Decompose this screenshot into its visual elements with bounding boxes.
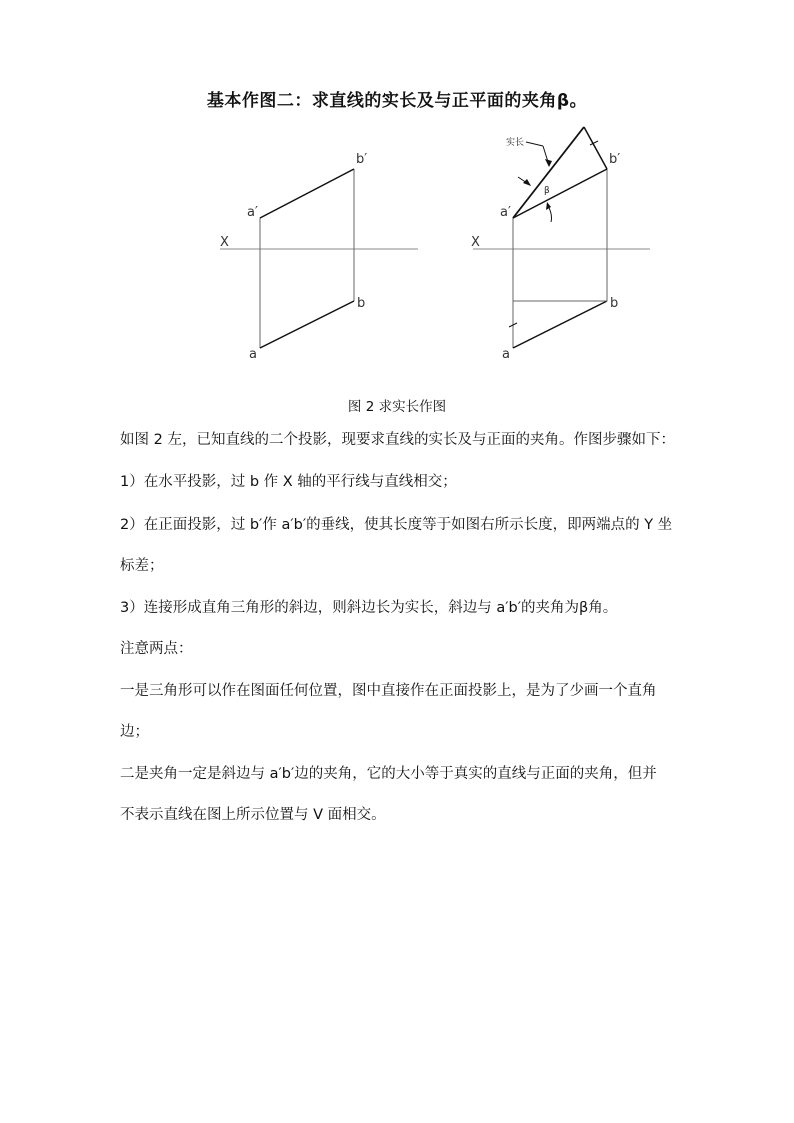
right-b-prime-label: b′ bbox=[609, 152, 621, 167]
left-a-label: a bbox=[249, 347, 257, 362]
true-length-label: 实长 bbox=[506, 138, 525, 148]
right-b-label: b bbox=[610, 296, 619, 311]
right-drawing bbox=[471, 127, 650, 362]
paragraph-note-2: 二是夹角一定是斜边与 a′b′边的夹角，它的大小等于真实的直线与正面的夹角，但并 bbox=[120, 766, 657, 782]
left-top-projection-line bbox=[260, 301, 354, 348]
paragraph-note-2-cont: 不表示直线在图上所示位置与 V 面相交。 bbox=[120, 807, 386, 823]
projection-figure bbox=[200, 118, 660, 388]
right-a-prime-label: a′ bbox=[500, 205, 511, 220]
beta-label: β bbox=[544, 186, 550, 196]
perpendicular-leg bbox=[584, 127, 607, 169]
paragraph-step-2: 2）在正面投影，过 b′作 a′b′的垂线，使其长度等于如图右所示长度，即两端点的 Y 坐 bbox=[120, 517, 673, 533]
true-length-leader bbox=[526, 142, 543, 146]
right-a-label: a bbox=[502, 347, 510, 362]
true-length-arrowhead bbox=[545, 159, 552, 167]
left-x-label: X bbox=[220, 235, 229, 250]
page-title: 基本作图二：求直线的实长及与正平面的夹角β。 bbox=[206, 91, 588, 111]
paragraph-intro: 如图 2 左，已知直线的二个投影，现要求直线的实长及与正面的夹角。作图步骤如下： bbox=[120, 432, 675, 448]
left-b-label: b bbox=[357, 296, 366, 311]
beta-arrowhead-lower bbox=[546, 202, 551, 210]
right-front-projection-line bbox=[513, 169, 607, 218]
paragraph-note-1: 一是三角形可以作在图面任何位置，图中直接作在正面投影上，是为了少画一个直角 bbox=[120, 683, 657, 699]
paragraph-step-3: 3）连接形成直角三角形的斜边，则斜边长为实长，斜边与 a′b′的夹角为β角。 bbox=[120, 600, 618, 616]
projection-diagram bbox=[200, 118, 660, 388]
right-top-projection-line bbox=[513, 301, 607, 348]
left-drawing bbox=[220, 152, 418, 362]
left-b-prime-label: b′ bbox=[356, 152, 368, 167]
left-front-projection-line bbox=[260, 169, 354, 218]
paragraph-step-1: 1）在水平投影，过 b 作 X 轴的平行线与直线相交； bbox=[120, 474, 457, 490]
right-x-label: X bbox=[471, 235, 480, 250]
beta-arrowhead-upper bbox=[523, 179, 531, 186]
left-a-prime-label: a′ bbox=[247, 205, 258, 220]
paragraph-notes-heading: 注意两点： bbox=[120, 641, 193, 657]
paragraph-note-1-cont: 边； bbox=[120, 724, 149, 740]
figure-caption: 图 2 求实长作图 bbox=[347, 399, 447, 415]
paragraph-step-2-cont: 标差； bbox=[120, 558, 164, 574]
